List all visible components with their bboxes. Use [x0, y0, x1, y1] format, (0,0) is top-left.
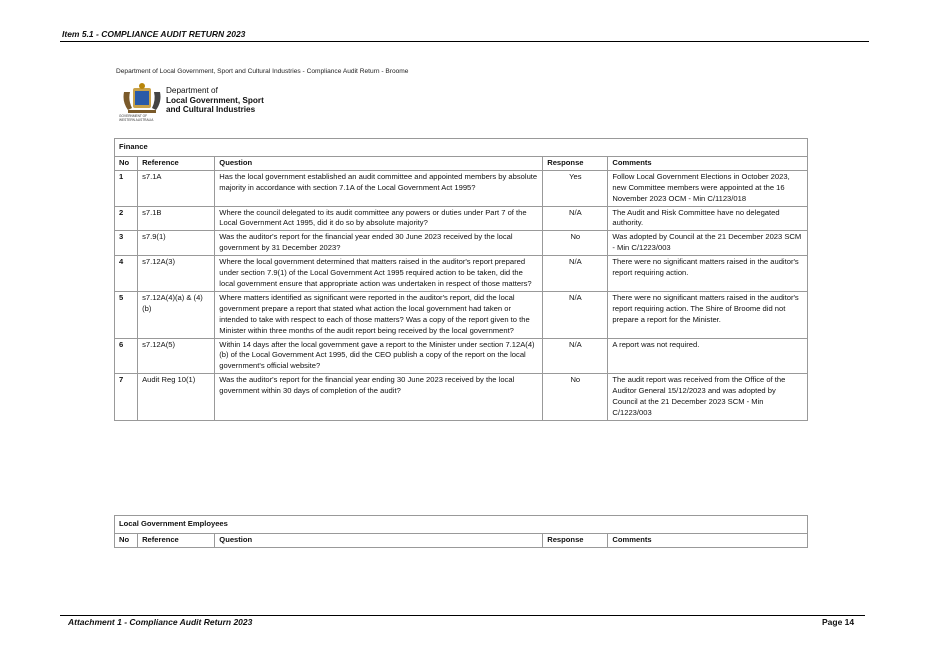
department-logo-text [166, 86, 264, 115]
cell-reference: s7.12A(4)(a) & (4)(b) [138, 291, 215, 338]
header-divider [60, 41, 869, 42]
page-header-title: Item 5.1 - COMPLIANCE AUDIT RETURN 2023 [62, 29, 246, 39]
col-response: Response [543, 533, 608, 547]
cell-no: 5 [115, 291, 138, 338]
logo-line-2: Local Government, Sport [166, 95, 264, 105]
footer-divider [60, 615, 865, 616]
col-question: Question [215, 533, 543, 547]
cell-comments: There were no significant matters raised in the auditor's report requiring action. The Shire of Broome did not prepare a report for the Minister. [608, 291, 808, 338]
table-row [115, 206, 808, 231]
employees-table [114, 515, 808, 548]
cell-comments: The audit report was received from the Office of the Auditor General 15/12/2023 and was adopted by Council at the 21 December 2023 SCM - Min C/1223/003 [608, 374, 808, 421]
department-line: Department of Local Government, Sport and Cultural Industries - Compliance Audit Return - Broome [116, 68, 409, 75]
cell-no: 7 [115, 374, 138, 421]
logo-sub-2: WESTERN AUSTRALIA [119, 118, 154, 122]
cell-question: Where the local government determined that matters raised in the auditor's report prepared under section 7.9(1) of the Local Government Act 1995 required action to be taken, did the local government ensure that appropriate action was undertaken in respect of those matters? [215, 256, 543, 292]
logo-line-3: and Cultural Industries [166, 105, 256, 114]
cell-no: 6 [115, 338, 138, 374]
cell-reference: s7.9(1) [138, 231, 215, 256]
cell-response: No [543, 374, 608, 421]
cell-no: 2 [115, 206, 138, 231]
table-row [115, 338, 808, 374]
cell-comments: The Audit and Risk Committee have no delegated authority. [608, 206, 808, 231]
cell-no: 3 [115, 231, 138, 256]
cell-no: 1 [115, 170, 138, 206]
cell-comments: Was adopted by Council at the 21 December 2023 SCM - Min C/1223/003 [608, 231, 808, 256]
cell-response: Yes [543, 170, 608, 206]
logo-sub-1: GOVERNMENT OF [119, 114, 148, 118]
footer-attachment-label: Attachment 1 - Compliance Audit Return 2023 [68, 617, 253, 627]
col-reference: Reference [138, 156, 215, 170]
employees-column-headers [115, 533, 808, 547]
table-row [115, 374, 808, 421]
col-question: Question [215, 156, 543, 170]
logo-line-1: Department of [166, 86, 218, 95]
cell-reference: s7.1B [138, 206, 215, 231]
cell-response: N/A [543, 291, 608, 338]
cell-comments: Follow Local Government Elections in October 2023, new Committee members were appointed at the 16 November 2023 OCM - Min C/1123/018 [608, 170, 808, 206]
cell-comments: A report was not required. [608, 338, 808, 374]
finance-column-headers [115, 156, 808, 170]
table-row [115, 231, 808, 256]
cell-reference: s7.1A [138, 170, 215, 206]
col-no: No [115, 156, 138, 170]
finance-section-title: Finance [115, 139, 808, 157]
employees-section-title: Local Government Employees [115, 516, 808, 534]
cell-reference: s7.12A(3) [138, 256, 215, 292]
cell-response: N/A [543, 206, 608, 231]
logo-subtext [119, 114, 169, 122]
cell-response: N/A [543, 338, 608, 374]
cell-question: Within 14 days after the local government gave a report to the Minister under section 7.12A(4)(b) of the Local Government Act 1995, did the CEO publish a copy of the report on the local government's official website? [215, 338, 543, 374]
cell-no: 4 [115, 256, 138, 292]
cell-question: Where the council delegated to its audit committee any powers or duties under Part 7 of the Local Government Act 1995, did it do so by absolute majority? [215, 206, 543, 231]
cell-response: No [543, 231, 608, 256]
col-comments: Comments [608, 533, 808, 547]
cell-reference: s7.12A(5) [138, 338, 215, 374]
cell-response: N/A [543, 256, 608, 292]
table-row [115, 170, 808, 206]
cell-question: Was the auditor's report for the financial year ending 30 June 2023 received by the local government within 30 days of completion of the audit? [215, 374, 543, 421]
cell-question: Was the auditor's report for the financial year ended 30 June 2023 received by the local government by 31 December 2023? [215, 231, 543, 256]
col-no: No [115, 533, 138, 547]
footer-page-number: Page 14 [822, 617, 855, 627]
cell-question: Where matters identified as significant were reported in the auditor's report, did the local government prepare a report that stated what action the local government had taken or intended to take with respect to each of those matters? Was a copy of the report given to the Minister within three months of the audit report being received by the local government? [215, 291, 543, 338]
cell-question: Has the local government established an audit committee and appointed members by absolute majority in accordance with section 7.1A of the Local Government Act 1995? [215, 170, 543, 206]
table-row [115, 291, 808, 338]
col-comments: Comments [608, 156, 808, 170]
col-response: Response [543, 156, 608, 170]
cell-comments: There were no significant matters raised in the auditor's report requiring action. [608, 256, 808, 292]
cell-reference: Audit Reg 10(1) [138, 374, 215, 421]
table-row [115, 256, 808, 292]
col-reference: Reference [138, 533, 215, 547]
finance-table [114, 138, 808, 421]
